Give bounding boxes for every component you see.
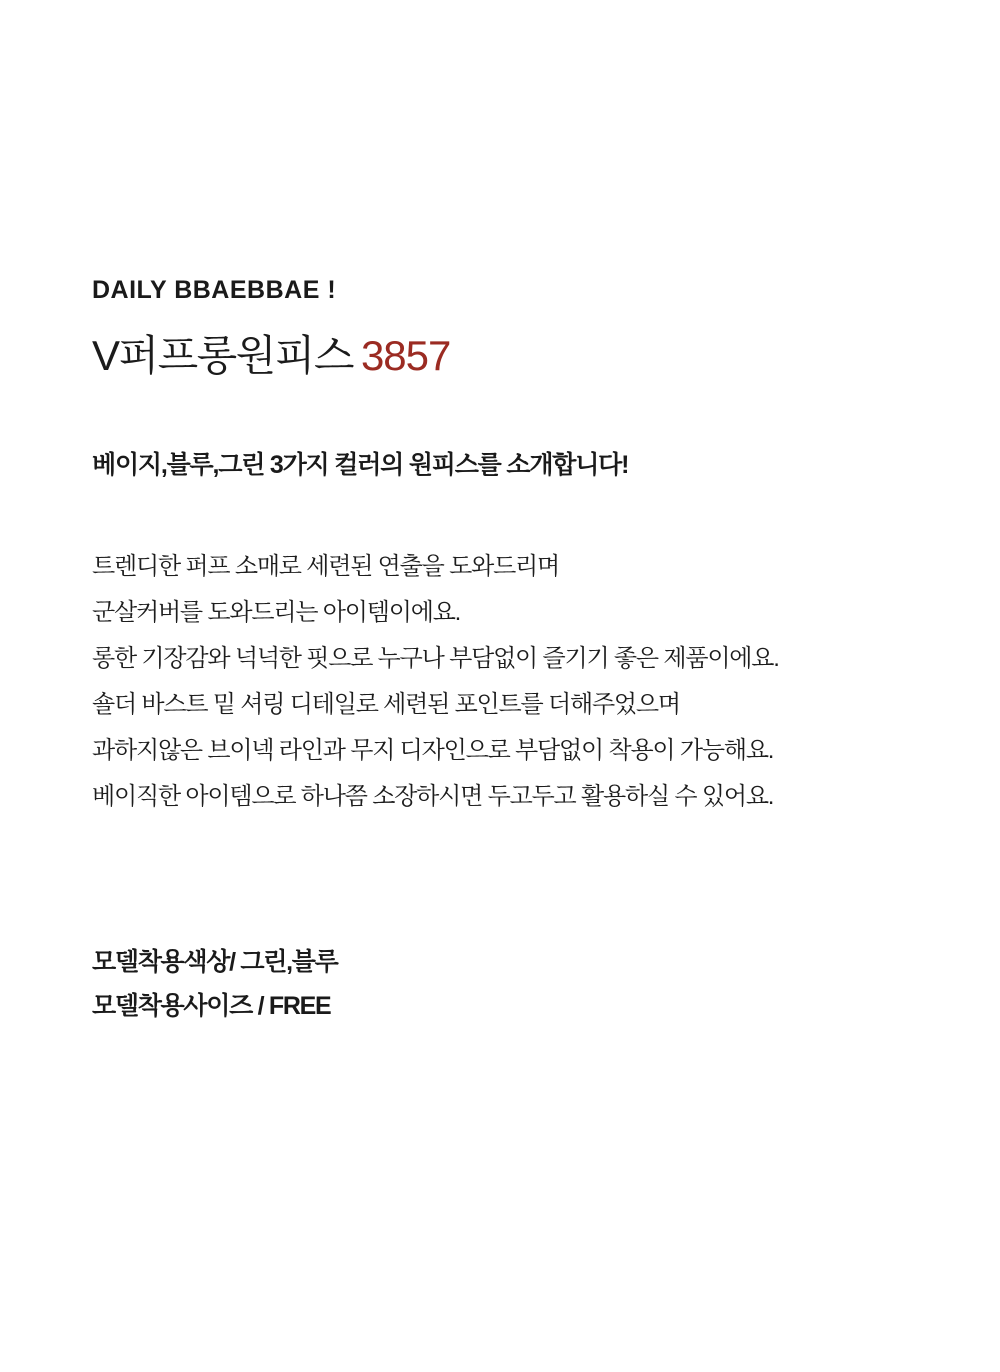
body-line: 숄더 바스트 밑 셔링 디테일로 세련된 포인트를 더해주었으며 <box>92 690 680 718</box>
body-line: 트렌디한 퍼프 소매로 세련된 연출을 도와드리며 <box>92 552 560 580</box>
product-title <box>92 333 940 379</box>
body-line: 베이직한 아이템으로 하나쯤 소장하시면 두고두고 활용하실 수 있어요. <box>92 782 774 810</box>
body-line: 롱한 기장감와 넉넉한 핏으로 누구나 부담없이 즐기기 좋은 제품이에요. <box>92 644 779 672</box>
description-content <box>92 275 940 1028</box>
product-title-code: 3857 <box>360 332 451 379</box>
product-body-copy <box>92 544 940 820</box>
model-color-info: 모델착용색상/ 그린,블루 <box>92 947 338 976</box>
brand-eyebrow: DAILY BBAEBBAE ! <box>92 276 337 304</box>
body-line: 군살커버를 도와드리는 아이템이에요. <box>92 598 461 626</box>
model-size-info: 모델착용사이즈 / FREE <box>92 991 331 1020</box>
product-subheadline: 베이지,블루,그린 3가지 컬러의 원피스를 소개합니다! <box>92 451 629 480</box>
body-line: 과하지않은 브이넥 라인과 무지 디자인으로 부담없이 착용이 가능해요. <box>92 736 774 764</box>
model-info <box>92 940 940 1028</box>
product-title-name: V퍼프롱원피스 <box>92 332 353 379</box>
